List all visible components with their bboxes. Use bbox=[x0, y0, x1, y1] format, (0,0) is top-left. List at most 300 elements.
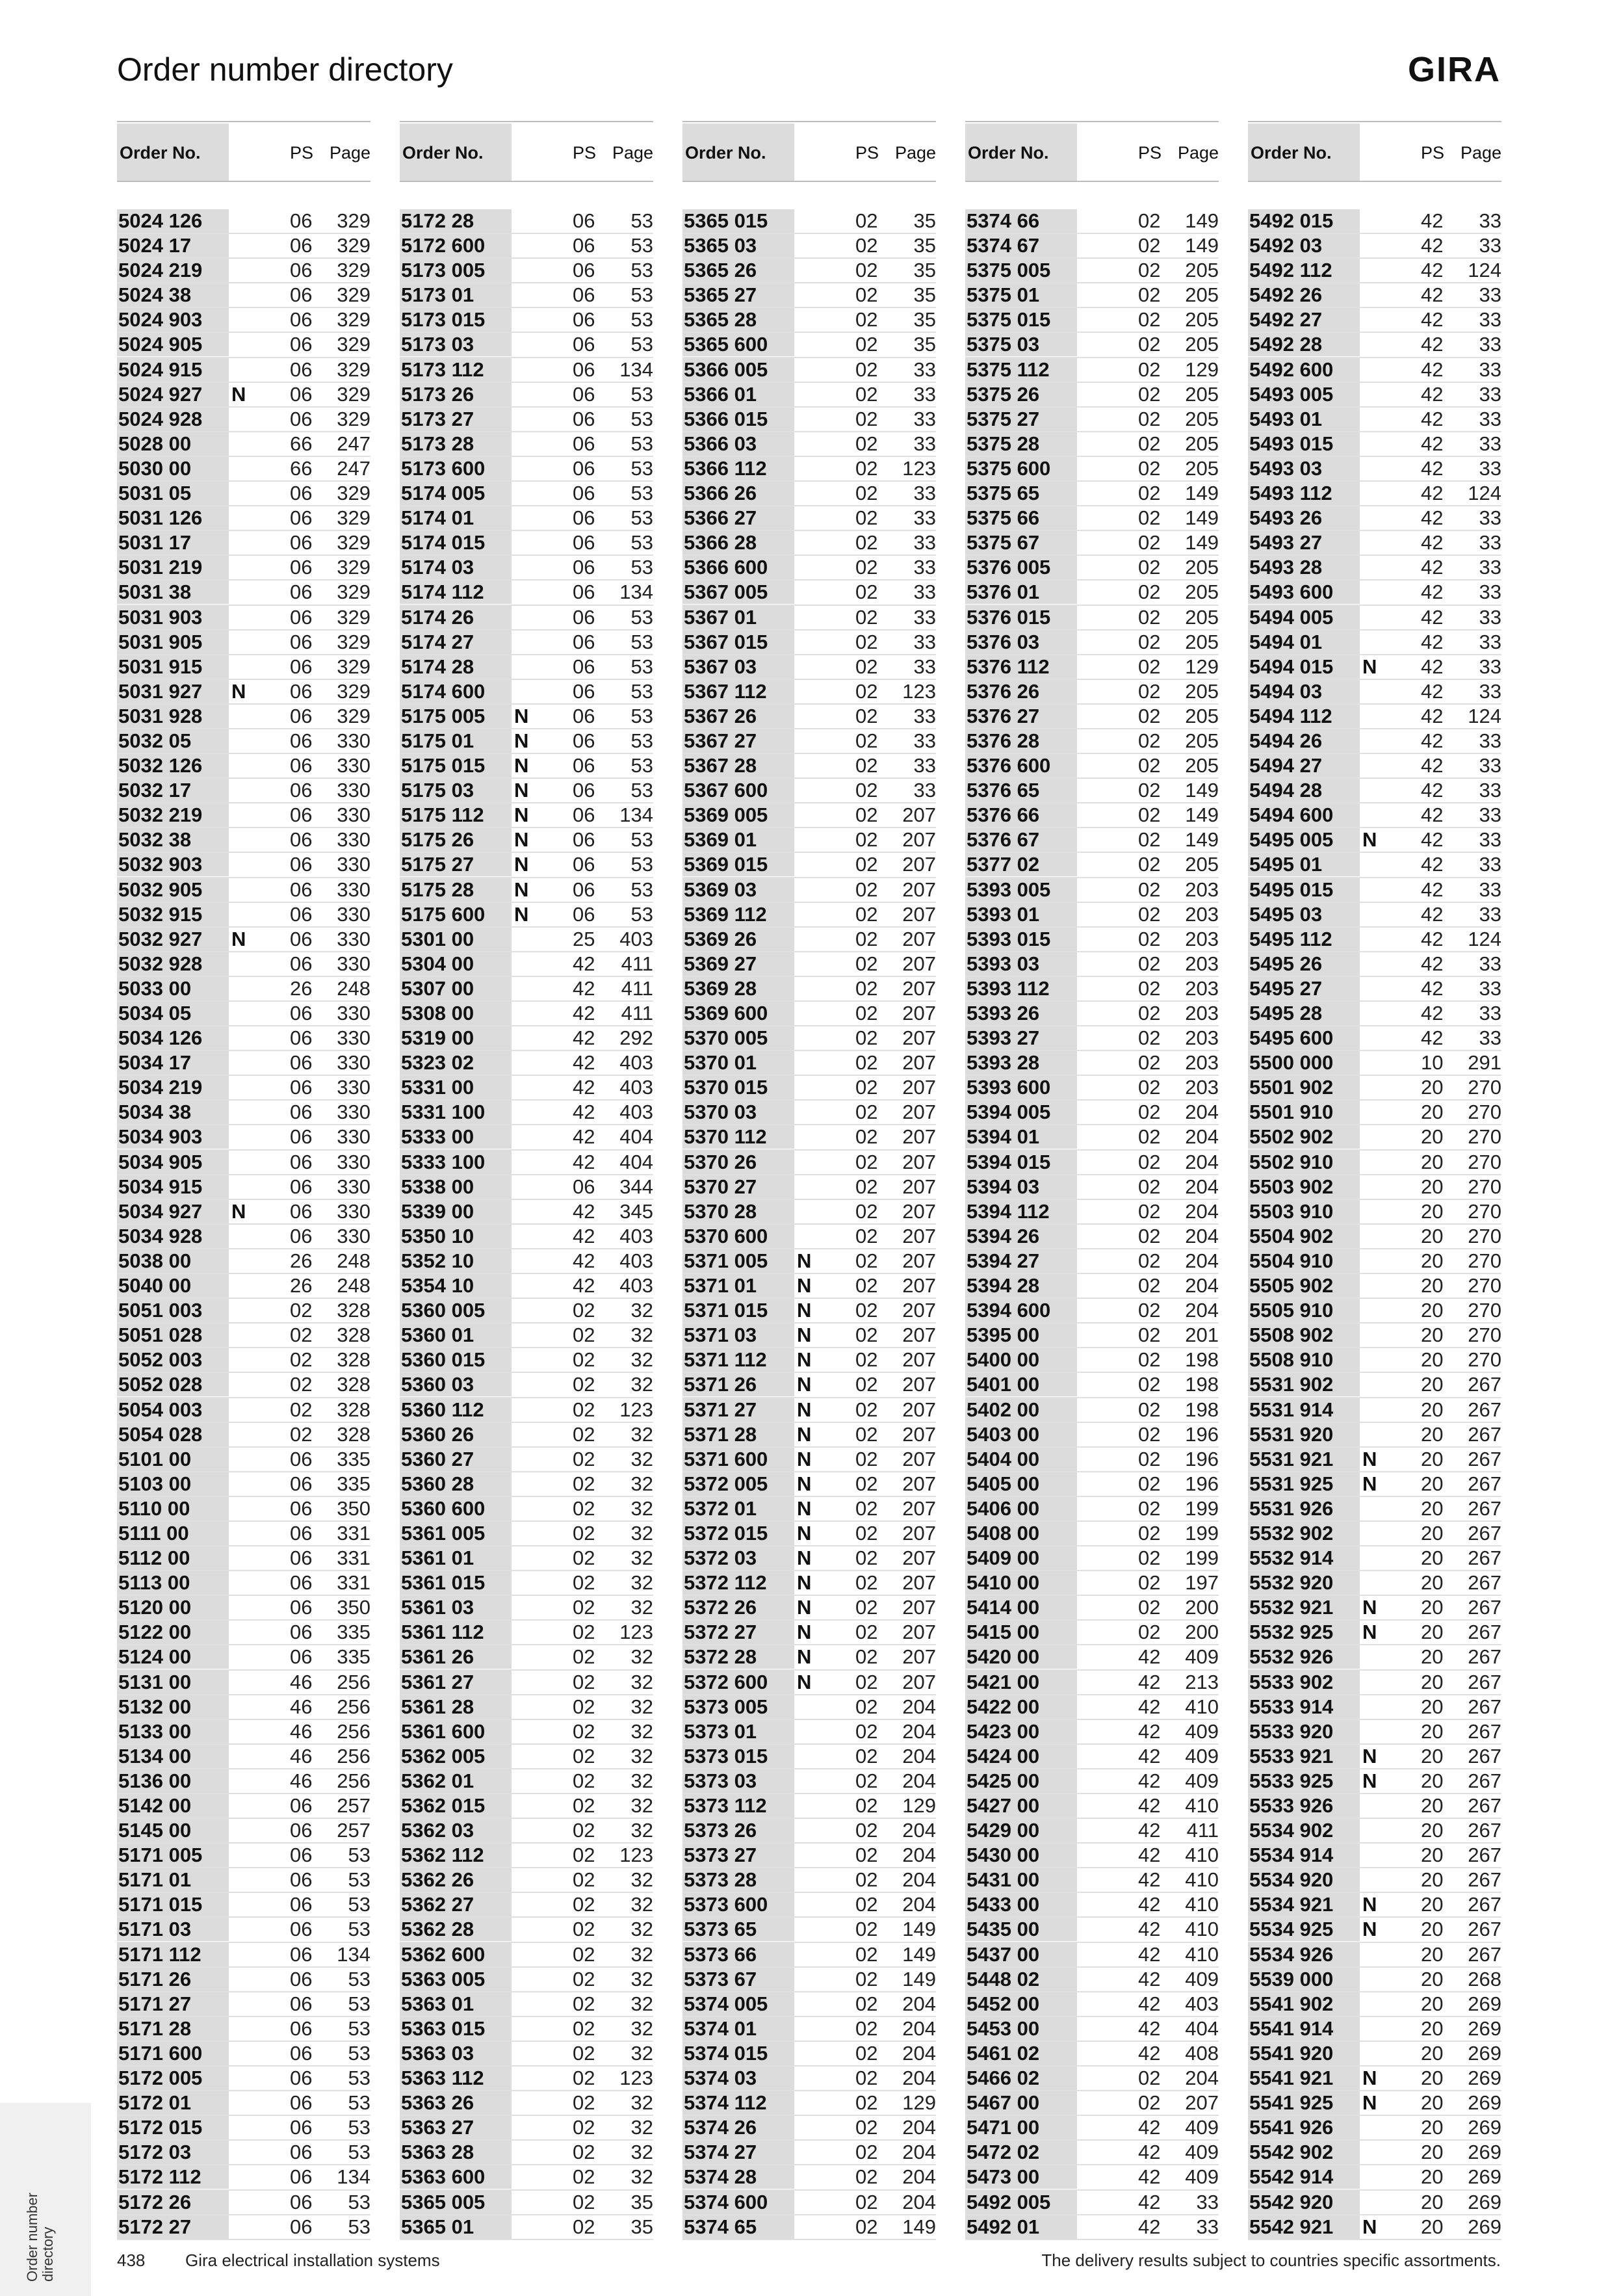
table-row bbox=[1248, 1423, 1501, 1448]
page-value: 207 bbox=[902, 1447, 936, 1470]
table-row bbox=[682, 1076, 936, 1101]
table-row bbox=[1248, 1348, 1501, 1373]
table-row bbox=[117, 1522, 370, 1546]
order-number: 5363 27 bbox=[400, 2116, 512, 2139]
page-value: 33 bbox=[1479, 679, 1501, 703]
table-row bbox=[965, 2067, 1219, 2091]
ps-value: 06 bbox=[290, 853, 313, 876]
page-value: 33 bbox=[913, 482, 936, 505]
page-value: 267 bbox=[1468, 1819, 1501, 1842]
order-number: 5495 03 bbox=[1248, 903, 1360, 926]
page-value: 33 bbox=[1479, 902, 1501, 926]
page-value: 330 bbox=[337, 1125, 370, 1149]
page-value: 329 bbox=[337, 556, 370, 579]
order-number: 5363 112 bbox=[400, 2067, 512, 2090]
order-number: 5034 903 bbox=[117, 1125, 229, 1149]
ps-value: 02 bbox=[855, 1695, 878, 1718]
order-number: 5394 112 bbox=[965, 1200, 1077, 1223]
order-number: 5173 28 bbox=[400, 432, 512, 456]
table-row bbox=[117, 1101, 370, 1125]
page-value: 411 bbox=[1186, 1819, 1219, 1842]
table-row bbox=[682, 1968, 936, 1992]
table-row bbox=[117, 779, 370, 803]
ps-header: PS bbox=[290, 143, 314, 163]
table-row bbox=[400, 506, 653, 531]
page-value: 204 bbox=[1185, 1125, 1219, 1149]
table-row bbox=[117, 853, 370, 878]
ps-value: 02 bbox=[573, 1398, 595, 1421]
table-row bbox=[682, 1596, 936, 1621]
table-row bbox=[1248, 1893, 1501, 1918]
order-number: 5369 112 bbox=[682, 903, 794, 926]
table-row bbox=[682, 333, 936, 358]
order-number: 5361 600 bbox=[400, 1720, 512, 1743]
table-row bbox=[117, 1968, 370, 1992]
table-row bbox=[400, 432, 653, 457]
table-row bbox=[117, 408, 370, 432]
order-number: 5370 600 bbox=[682, 1225, 794, 1248]
page-value: 53 bbox=[348, 1844, 370, 1867]
page-value: 33 bbox=[1479, 407, 1501, 430]
order-number: 5410 00 bbox=[965, 1571, 1077, 1595]
page-value: 207 bbox=[902, 1299, 936, 1322]
order-number: 5493 015 bbox=[1248, 432, 1360, 456]
ps-value: 02 bbox=[855, 2091, 878, 2115]
ps-value: 02 bbox=[1138, 902, 1161, 926]
page-value: 207 bbox=[902, 803, 936, 827]
column-rows bbox=[1248, 209, 1501, 2240]
order-number: 5365 28 bbox=[682, 308, 794, 332]
header-rule bbox=[1248, 181, 1501, 182]
ps-value: 42 bbox=[1421, 902, 1444, 926]
page-value: 329 bbox=[337, 704, 370, 727]
table-row bbox=[965, 1893, 1219, 1918]
order-number: 5363 600 bbox=[400, 2165, 512, 2189]
order-number: 5369 600 bbox=[682, 1002, 794, 1025]
ps-value: 02 bbox=[573, 1844, 595, 1867]
order-number: 5366 01 bbox=[682, 383, 794, 406]
ps-value: 02 bbox=[855, 976, 878, 1000]
page-value: 200 bbox=[1185, 1596, 1219, 1619]
order-number: 5034 05 bbox=[117, 1002, 229, 1025]
order-number: 5145 00 bbox=[117, 1819, 229, 1842]
order-number: 5401 00 bbox=[965, 1373, 1077, 1396]
ps-value: 02 bbox=[1138, 1348, 1161, 1372]
ps-value: 06 bbox=[573, 531, 595, 554]
page-value: 204 bbox=[902, 2067, 936, 2090]
order-number: 5172 01 bbox=[117, 2091, 229, 2115]
ps-value: 20 bbox=[1421, 1868, 1444, 1892]
table-row bbox=[400, 1249, 653, 1274]
order-number: 5394 26 bbox=[965, 1225, 1077, 1248]
table-row bbox=[400, 1918, 653, 1942]
order-number: 5361 26 bbox=[400, 1645, 512, 1669]
order-number: 5373 112 bbox=[682, 1794, 794, 1818]
order-number: 5054 003 bbox=[117, 1398, 229, 1422]
table-row bbox=[1248, 1125, 1501, 1150]
order-number: 5501 910 bbox=[1248, 1101, 1360, 1124]
table-row bbox=[682, 779, 936, 803]
order-number: 5024 219 bbox=[117, 259, 229, 282]
ps-value: 20 bbox=[1421, 1422, 1444, 1446]
ps-value: 06 bbox=[290, 1967, 313, 1990]
new-marker: N bbox=[797, 1645, 812, 1669]
page-value: 53 bbox=[630, 828, 653, 852]
table-row bbox=[400, 1720, 653, 1745]
column-header bbox=[965, 124, 1219, 181]
table-row bbox=[1248, 928, 1501, 952]
page-value: 207 bbox=[902, 1546, 936, 1570]
table-row bbox=[117, 308, 370, 333]
ps-value: 06 bbox=[290, 655, 313, 678]
ps-value: 42 bbox=[1421, 209, 1444, 232]
ps-value: 42 bbox=[1138, 1942, 1161, 1966]
order-number: 5423 00 bbox=[965, 1720, 1077, 1743]
table-row bbox=[965, 1101, 1219, 1125]
page-value: 123 bbox=[619, 1621, 653, 1644]
table-row bbox=[400, 2165, 653, 2190]
ps-value: 02 bbox=[855, 1274, 878, 1298]
table-row bbox=[965, 1200, 1219, 1225]
ps-value: 20 bbox=[1421, 1496, 1444, 1520]
order-number: 5365 600 bbox=[682, 333, 794, 356]
page-value: 329 bbox=[337, 531, 370, 554]
ps-value: 02 bbox=[573, 2165, 595, 2189]
page-value: 33 bbox=[913, 506, 936, 530]
ps-value: 02 bbox=[1138, 283, 1161, 307]
order-no-header: Order No. bbox=[685, 143, 766, 163]
page-value: 207 bbox=[902, 1125, 936, 1149]
ps-value: 02 bbox=[290, 1324, 313, 1347]
order-number: 5532 920 bbox=[1248, 1571, 1360, 1595]
order-number: 5174 015 bbox=[400, 531, 512, 554]
table-row bbox=[682, 1645, 936, 1670]
ps-value: 20 bbox=[1421, 1150, 1444, 1173]
ps-header: PS bbox=[1138, 143, 1162, 163]
order-number: 5494 015 bbox=[1248, 655, 1360, 679]
page-value: 411 bbox=[621, 976, 653, 1000]
side-tab-label bbox=[25, 2193, 56, 2282]
ps-value: 42 bbox=[1421, 531, 1444, 554]
order-number: 5032 05 bbox=[117, 729, 229, 753]
table-row bbox=[117, 754, 370, 779]
table-row bbox=[965, 1151, 1219, 1175]
order-number: 5394 005 bbox=[965, 1101, 1077, 1124]
ps-value: 06 bbox=[290, 234, 313, 257]
table-row bbox=[965, 1373, 1219, 1398]
order-number: 5494 28 bbox=[1248, 779, 1360, 802]
page-value: 205 bbox=[1185, 456, 1219, 480]
page-value: 345 bbox=[619, 1199, 653, 1223]
table-row bbox=[400, 556, 653, 581]
order-number: 5171 112 bbox=[117, 1943, 229, 1966]
table-row bbox=[400, 2091, 653, 2116]
ps-value: 42 bbox=[1421, 333, 1444, 356]
table-row bbox=[965, 482, 1219, 506]
page-value: 33 bbox=[1196, 2190, 1219, 2213]
order-number: 5366 28 bbox=[682, 531, 794, 554]
order-number: 5122 00 bbox=[117, 1621, 229, 1644]
page-value: 205 bbox=[1185, 679, 1219, 703]
table-row bbox=[682, 754, 936, 779]
order-number: 5361 015 bbox=[400, 1571, 512, 1595]
table-row bbox=[1248, 1918, 1501, 1942]
table-row bbox=[400, 1943, 653, 1968]
new-marker: N bbox=[1362, 1744, 1377, 1768]
order-number: 5370 27 bbox=[682, 1175, 794, 1199]
table-row bbox=[965, 1249, 1219, 1274]
page-value: 205 bbox=[1185, 630, 1219, 653]
page-value: 330 bbox=[337, 952, 370, 975]
page-value: 205 bbox=[1185, 605, 1219, 629]
ps-value: 06 bbox=[290, 308, 313, 332]
ps-value: 02 bbox=[1138, 1076, 1161, 1099]
table-row bbox=[682, 977, 936, 1002]
ps-value: 02 bbox=[573, 1621, 595, 1644]
order-number: 5375 005 bbox=[965, 259, 1077, 282]
order-number: 5542 914 bbox=[1248, 2165, 1360, 2189]
table-row bbox=[965, 1992, 1219, 2017]
ps-value: 06 bbox=[290, 729, 313, 752]
ps-value: 02 bbox=[290, 1299, 313, 1322]
table-row bbox=[682, 2165, 936, 2190]
table-row bbox=[965, 2141, 1219, 2165]
page-value: 330 bbox=[337, 878, 370, 901]
table-row bbox=[1248, 1596, 1501, 1621]
page-value: 53 bbox=[348, 1992, 370, 2015]
ps-value: 02 bbox=[855, 1199, 878, 1223]
ps-value: 06 bbox=[290, 1521, 313, 1545]
ps-value: 06 bbox=[290, 2141, 313, 2164]
page-value: 409 bbox=[1185, 1719, 1219, 1743]
page-value: 33 bbox=[913, 754, 936, 777]
ps-value: 02 bbox=[855, 1496, 878, 1520]
table-row bbox=[965, 1051, 1219, 1076]
ps-value: 46 bbox=[290, 1695, 313, 1718]
order-number: 5362 03 bbox=[400, 1819, 512, 1842]
order-number: 5362 005 bbox=[400, 1745, 512, 1768]
new-marker: N bbox=[1362, 1918, 1377, 1941]
order-number: 5495 600 bbox=[1248, 1026, 1360, 1050]
table-row bbox=[682, 1671, 936, 1695]
order-number: 5502 902 bbox=[1248, 1125, 1360, 1149]
order-number: 5362 27 bbox=[400, 1893, 512, 1916]
page-value: 247 bbox=[337, 456, 370, 480]
table-row bbox=[1248, 1076, 1501, 1101]
table-row bbox=[965, 1695, 1219, 1720]
table-row bbox=[117, 358, 370, 383]
order-number: 5376 112 bbox=[965, 655, 1077, 679]
order-number: 5533 902 bbox=[1248, 1671, 1360, 1694]
table-row bbox=[117, 1992, 370, 2017]
row-rule bbox=[1248, 2239, 1501, 2240]
order-number: 5024 38 bbox=[117, 283, 229, 307]
ps-value: 42 bbox=[573, 1051, 595, 1075]
order-number: 5370 26 bbox=[682, 1151, 794, 1174]
page-value: 408 bbox=[1185, 2041, 1219, 2065]
table-row bbox=[117, 803, 370, 828]
table-row bbox=[400, 1893, 653, 1918]
table-row bbox=[117, 1423, 370, 1448]
order-number: 5370 112 bbox=[682, 1125, 794, 1149]
order-number: 5494 112 bbox=[1248, 705, 1360, 728]
page-value: 124 bbox=[1468, 927, 1501, 950]
column-top-rule bbox=[400, 121, 653, 122]
ps-value: 06 bbox=[290, 754, 313, 777]
ps-value: 06 bbox=[290, 1199, 313, 1223]
order-number: 5034 17 bbox=[117, 1051, 229, 1075]
order-number: 5363 005 bbox=[400, 1968, 512, 1991]
ps-value: 06 bbox=[290, 803, 313, 827]
ps-value: 20 bbox=[1421, 1249, 1444, 1272]
order-number: 5374 67 bbox=[965, 234, 1077, 257]
page-value: 33 bbox=[913, 605, 936, 629]
order-number: 5532 921 bbox=[1248, 1596, 1360, 1619]
page-value: 403 bbox=[619, 1249, 653, 1272]
order-number: 5360 01 bbox=[400, 1324, 512, 1347]
ps-value: 02 bbox=[855, 1794, 878, 1817]
ps-value: 02 bbox=[855, 1026, 878, 1050]
page-value: 207 bbox=[1185, 2091, 1219, 2115]
page-value: 129 bbox=[1185, 358, 1219, 381]
page-value: 124 bbox=[1468, 259, 1501, 282]
page-value: 199 bbox=[1185, 1496, 1219, 1520]
page-value: 267 bbox=[1468, 1670, 1501, 1693]
table-row bbox=[1248, 408, 1501, 432]
row-rule bbox=[682, 2239, 936, 2240]
table-row bbox=[117, 1051, 370, 1076]
page-value: 329 bbox=[337, 283, 370, 307]
ps-value: 02 bbox=[855, 1299, 878, 1322]
order-number: 5492 005 bbox=[965, 2191, 1077, 2214]
ps-value: 20 bbox=[1421, 1992, 1444, 2015]
page-value: 267 bbox=[1468, 1918, 1501, 1941]
ps-value: 02 bbox=[1138, 1324, 1161, 1347]
ps-value: 02 bbox=[573, 2116, 595, 2139]
order-number: 5363 01 bbox=[400, 1992, 512, 2016]
table-row bbox=[965, 1794, 1219, 1819]
page-value: 411 bbox=[621, 1002, 653, 1024]
order-number: 5032 17 bbox=[117, 779, 229, 802]
order-number: 5031 905 bbox=[117, 631, 229, 654]
table-row bbox=[400, 408, 653, 432]
ps-value: 02 bbox=[855, 729, 878, 752]
table-row bbox=[400, 1645, 653, 1670]
ps-value: 42 bbox=[1138, 1670, 1161, 1693]
order-number: 5375 112 bbox=[965, 358, 1077, 382]
page-value: 205 bbox=[1185, 729, 1219, 752]
table-row bbox=[682, 1745, 936, 1769]
order-number: 5365 015 bbox=[682, 209, 794, 233]
page-value: 53 bbox=[348, 1868, 370, 1892]
page-value: 33 bbox=[1479, 1026, 1501, 1050]
order-number: 5367 28 bbox=[682, 754, 794, 777]
table-row bbox=[1248, 1002, 1501, 1026]
table-row bbox=[1248, 1225, 1501, 1249]
table-row bbox=[1248, 1571, 1501, 1596]
table-row bbox=[117, 1472, 370, 1497]
table-row bbox=[965, 680, 1219, 705]
order-number: 5372 28 bbox=[682, 1645, 794, 1669]
page-value: 53 bbox=[630, 779, 653, 802]
order-number: 5369 015 bbox=[682, 853, 794, 876]
order-number: 5393 015 bbox=[965, 928, 1077, 951]
ps-value: 02 bbox=[855, 1670, 878, 1693]
page-value: 269 bbox=[1468, 2215, 1501, 2238]
page-value: 270 bbox=[1468, 1175, 1501, 1198]
table-row bbox=[682, 383, 936, 408]
table-row bbox=[682, 259, 936, 283]
ps-value: 06 bbox=[290, 1224, 313, 1247]
order-number: 5502 910 bbox=[1248, 1151, 1360, 1174]
ps-value: 06 bbox=[290, 1893, 313, 1916]
ps-value: 02 bbox=[573, 1472, 595, 1495]
ps-value: 06 bbox=[290, 878, 313, 901]
ps-value: 42 bbox=[1138, 1794, 1161, 1817]
ps-value: 20 bbox=[1421, 1472, 1444, 1495]
page-value: 134 bbox=[337, 2165, 370, 2189]
table-row bbox=[1248, 2091, 1501, 2116]
table-row bbox=[117, 1720, 370, 1745]
table-row bbox=[400, 1299, 653, 1324]
table-row bbox=[682, 432, 936, 457]
page-value: 32 bbox=[630, 1769, 653, 1792]
page-value: 33 bbox=[1196, 2215, 1219, 2238]
table-row bbox=[965, 705, 1219, 729]
page-value: 403 bbox=[619, 1224, 653, 1247]
table-row bbox=[1248, 1645, 1501, 1670]
page-value: 197 bbox=[1185, 1571, 1219, 1595]
table-row bbox=[400, 878, 653, 903]
order-number: 5307 00 bbox=[400, 977, 512, 1000]
ps-value: 06 bbox=[290, 382, 313, 406]
order-number: 5171 03 bbox=[117, 1918, 229, 1941]
order-number: 5374 28 bbox=[682, 2165, 794, 2189]
order-number: 5375 26 bbox=[965, 383, 1077, 406]
order-number: 5031 915 bbox=[117, 655, 229, 679]
ps-value: 02 bbox=[855, 779, 878, 802]
table-row bbox=[1248, 1274, 1501, 1299]
table-row bbox=[965, 234, 1219, 259]
ps-value: 06 bbox=[290, 902, 313, 926]
page-value: 329 bbox=[337, 605, 370, 629]
order-number: 5467 00 bbox=[965, 2091, 1077, 2115]
table-row bbox=[682, 1571, 936, 1596]
brand-logo: GIRA bbox=[1408, 50, 1501, 89]
ps-value: 46 bbox=[290, 1769, 313, 1792]
page-value: 207 bbox=[902, 1373, 936, 1396]
table-row bbox=[117, 828, 370, 853]
page-value: 207 bbox=[902, 1150, 936, 1173]
ps-value: 02 bbox=[1138, 1101, 1161, 1124]
page-value: 32 bbox=[630, 1472, 653, 1495]
page-value: 330 bbox=[337, 902, 370, 926]
ps-value: 02 bbox=[573, 1794, 595, 1817]
table-row bbox=[1248, 828, 1501, 853]
page-value: 205 bbox=[1185, 754, 1219, 777]
table-row bbox=[400, 1868, 653, 1893]
page-value: 33 bbox=[1479, 283, 1501, 307]
ps-value: 06 bbox=[290, 1125, 313, 1149]
table-row bbox=[117, 1943, 370, 1968]
ps-value: 02 bbox=[1138, 556, 1161, 579]
page-value: 329 bbox=[337, 333, 370, 356]
ps-value: 02 bbox=[855, 1596, 878, 1619]
page-value: 53 bbox=[630, 878, 653, 901]
table-row bbox=[1248, 531, 1501, 556]
ps-value: 06 bbox=[573, 333, 595, 356]
page-value: 32 bbox=[630, 1422, 653, 1446]
